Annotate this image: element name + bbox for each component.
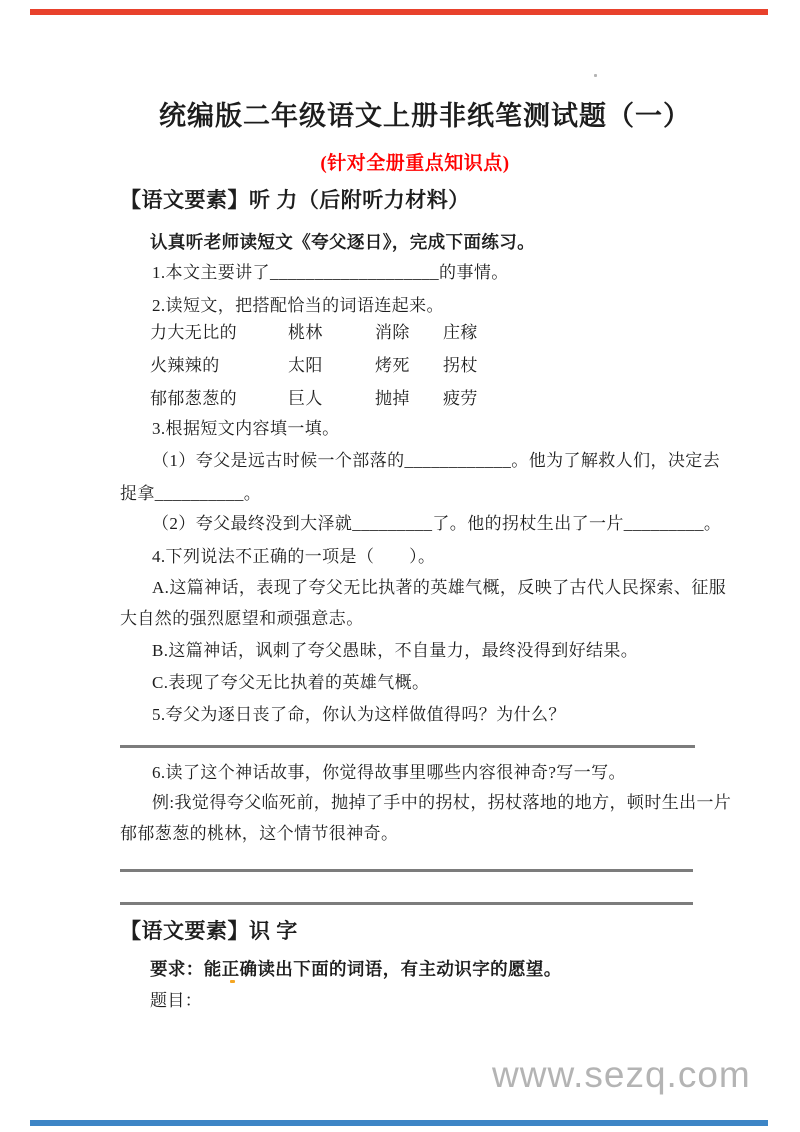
match-word: 桃林 bbox=[288, 323, 323, 342]
match-word: 太阳 bbox=[288, 356, 323, 375]
match-word: 力大无比的 bbox=[150, 323, 237, 342]
question-3-1-line1: （1）夸父是远古时候一个部落的____________。他为了解救人们，决定去 bbox=[152, 451, 721, 470]
question-5: 5.夸父为逐日丧了命，你认为这样做值得吗？为什么？ bbox=[152, 705, 566, 724]
match-word: 烤死 bbox=[375, 356, 410, 375]
match-word: 拐杖 bbox=[443, 356, 478, 375]
question-4-option-a-line1: A.这篇神话，表现了夸父无比执著的英雄气概，反映了古代人民探索、征服 bbox=[152, 578, 727, 597]
spellcheck-mark bbox=[230, 980, 235, 983]
section-divider bbox=[120, 745, 695, 748]
literacy-topic-label: 题目： bbox=[150, 991, 203, 1010]
question-3-1-line2: 捉拿__________。 bbox=[120, 484, 262, 503]
match-word: 郁郁葱葱的 bbox=[150, 389, 237, 408]
section-literacy-header: 【语文要素】识 字 bbox=[120, 919, 298, 943]
match-word: 火辣辣的 bbox=[150, 356, 220, 375]
bottom-blue-rule bbox=[30, 1120, 768, 1126]
top-red-rule bbox=[30, 9, 768, 15]
question-4-option-a-line2: 大自然的强烈愿望和顽强意志。 bbox=[120, 609, 364, 628]
question-2: 2.读短文，把搭配恰当的词语连起来。 bbox=[152, 296, 444, 315]
match-word: 抛掉 bbox=[375, 389, 410, 408]
section-listening-header: 【语文要素】听 力（后附听力材料） bbox=[120, 188, 470, 212]
scan-speck bbox=[594, 74, 597, 77]
match-word: 庄稼 bbox=[443, 323, 478, 342]
question-6: 6.读了这个神话故事，你觉得故事里哪些内容很神奇?写一写。 bbox=[152, 763, 626, 782]
literacy-requirement: 要求：能正确读出下面的词语，有主动识字的愿望。 bbox=[150, 959, 562, 979]
question-4-option-b: B.这篇神话，讽刺了夸父愚昧，不自量力，最终没得到好结果。 bbox=[152, 641, 639, 660]
listening-intro: 认真听老师读短文《夸父逐日》，完成下面练习。 bbox=[150, 232, 536, 252]
question-4-option-c: C.表现了夸父无比执着的英雄气概。 bbox=[152, 673, 430, 692]
match-word: 消除 bbox=[375, 323, 410, 342]
site-watermark: www.sezq.com bbox=[492, 1054, 751, 1095]
section-divider bbox=[120, 902, 693, 905]
question-6-example-line2: 郁郁葱葱的桃林，这个情节很神奇。 bbox=[120, 824, 399, 843]
question-3: 3.根据短文内容填一填。 bbox=[152, 419, 340, 438]
question-4: 4.下列说法不正确的一项是（ ）。 bbox=[152, 547, 436, 566]
match-word: 疲劳 bbox=[443, 389, 478, 408]
question-3-2: （2）夸父最终没到大泽就_________了。他的拐杖生出了一片_________。 bbox=[152, 514, 722, 533]
match-word: 巨人 bbox=[288, 389, 323, 408]
question-6-example-line1: 例:我觉得夸父临死前，抛掉了手中的拐杖，拐杖落地的地方，顿时生出一片 bbox=[152, 793, 732, 812]
page-title: 统编版二年级语文上册非纸笔测试题（一） bbox=[159, 101, 691, 131]
page-subtitle: (针对全册重点知识点) bbox=[320, 153, 510, 174]
section-divider bbox=[120, 869, 693, 872]
question-1: 1.本文主要讲了___________________的事情。 bbox=[152, 263, 509, 282]
